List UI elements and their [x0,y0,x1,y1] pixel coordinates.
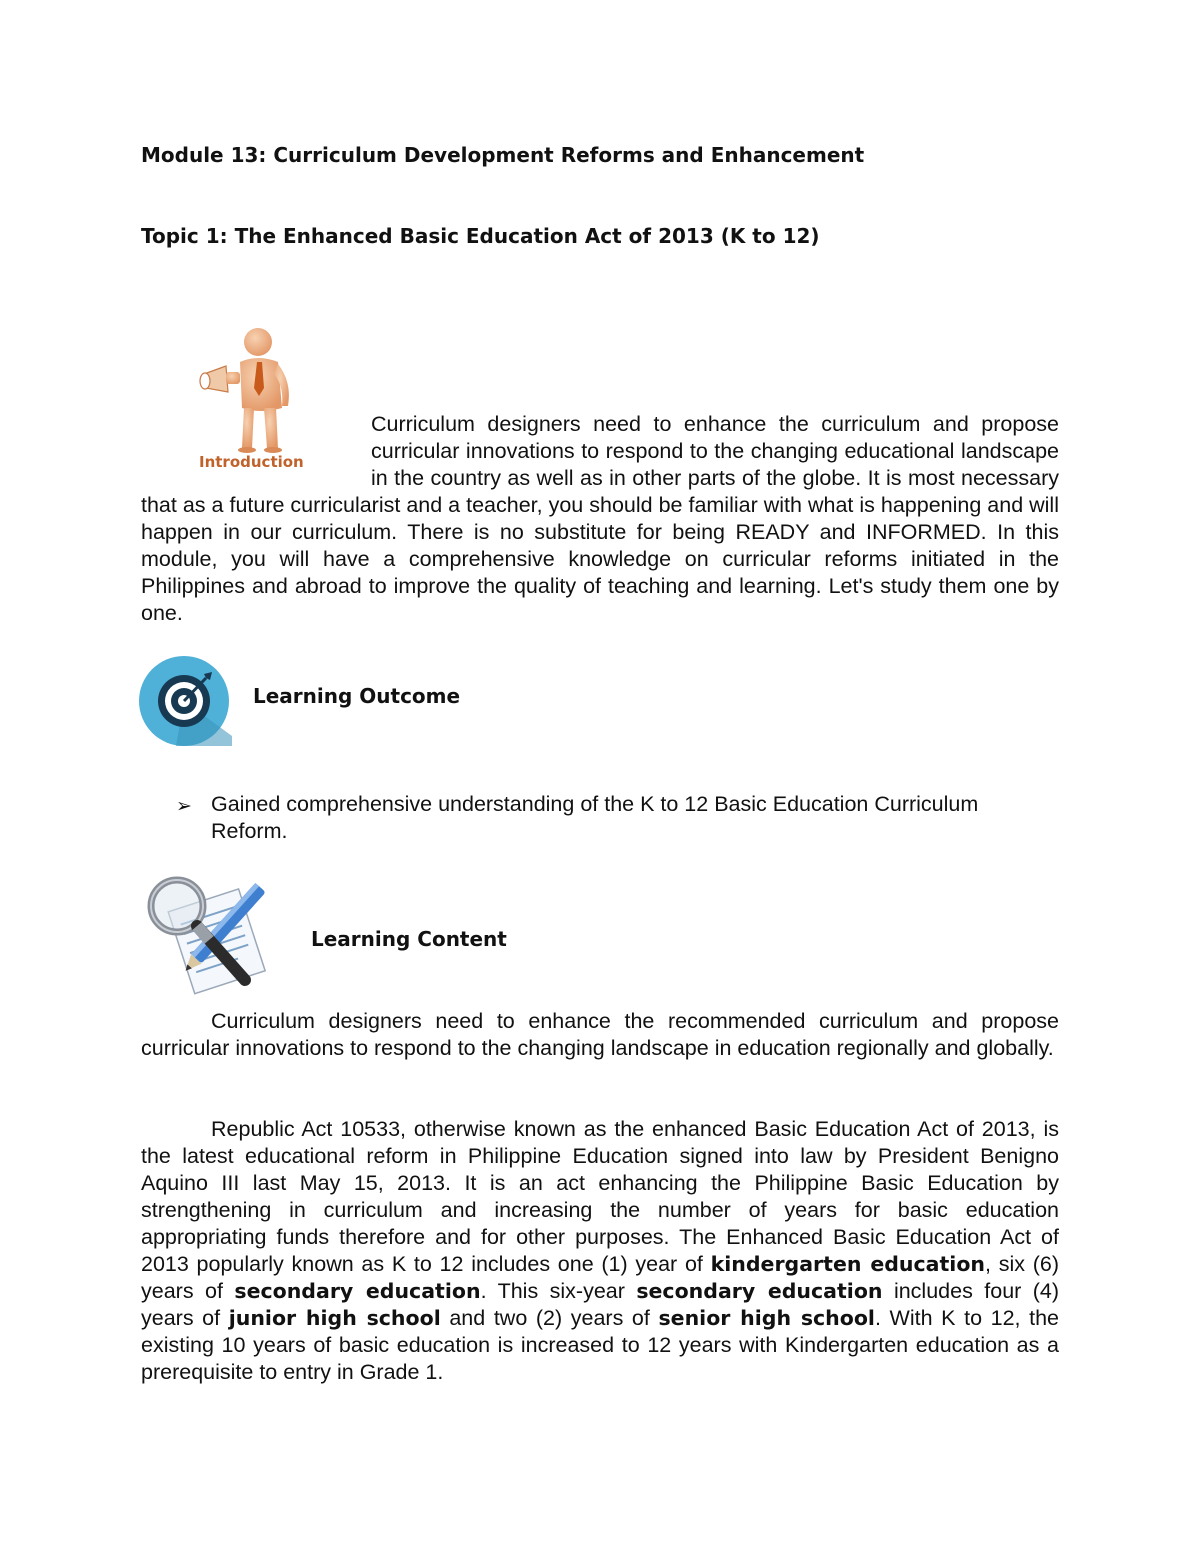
secondary-education-term: secondary education [234,1279,481,1303]
learning-outcome-list [176,791,1059,845]
secondary-education-term-2: secondary education [636,1279,883,1303]
introduction-text: Curriculum designers need to enhance the curriculum and propose curricular innovations to respond to the changing educational landscape in the country as well as in other parts of the globe. It is most necessary that as a future curricularist and a teacher, you should be familiar with what is happening and will happen in our curriculum. There is no substitute for being READY and INFORMED. In this module, you will have a comprehensive knowledge on curricular reforms initiated in the Philippines and abroad to improve the quality of teaching and learning. Let's study them one by one. [141,412,1059,625]
topic-title: Topic 1: The Enhanced Basic Education Act of 2013 (K to 12) [141,224,820,248]
introduction-caption: Introduction [199,453,304,471]
list-item [176,791,1059,845]
content-paragraph-1: Curriculum designers need to enhance the recommended curriculum and propose curricular innovations to respond to the changing landscape in education regionally and globally. [141,1009,1059,1060]
learning-content-heading: Learning Content [311,927,507,951]
learning-outcome-item: Gained comprehensive understanding of the K to 12 Basic Education Curriculum Reform. [211,792,979,843]
content-paragraph-2: Republic Act 10533, otherwise known as the enhanced Basic Education Act of 2013, is the latest educational reform in Philippine Education signed into law by President Benigno Aquino III last May 15, 2013. It is an act enhancing the Philippine Basic Education by strengthening in curriculum and increasing the number of years for basic education appropriating funds therefore and for other purposes. The Enhanced Basic Education Act of 2013 popularly known as K to 12 includes one (1) year of kindergarten education, six (6) years of secondary education. This six-year secondary education includes four (4) years of junior high school and two (2) years of senior high school. With K to 12, the existing 10 years of basic education is increased to 12 years with Kindergarten education as a prerequisite to entry in Grade 1. [141,1117,1060,1384]
learning-outcome-heading: Learning Outcome [253,684,461,708]
target-icon [136,656,232,746]
introduction-paragraph [141,411,1059,627]
kindergarten-education-term: kindergarten education [710,1252,986,1276]
module-title: Module 13: Curriculum Development Reforms and Enhancement [141,143,865,167]
junior-high-school-term: junior high school [228,1306,441,1330]
senior-high-school-term: senior high school [658,1306,875,1330]
magnifier-document-icon [141,870,273,995]
bullet-arrow-icon: ➢ [176,796,192,817]
